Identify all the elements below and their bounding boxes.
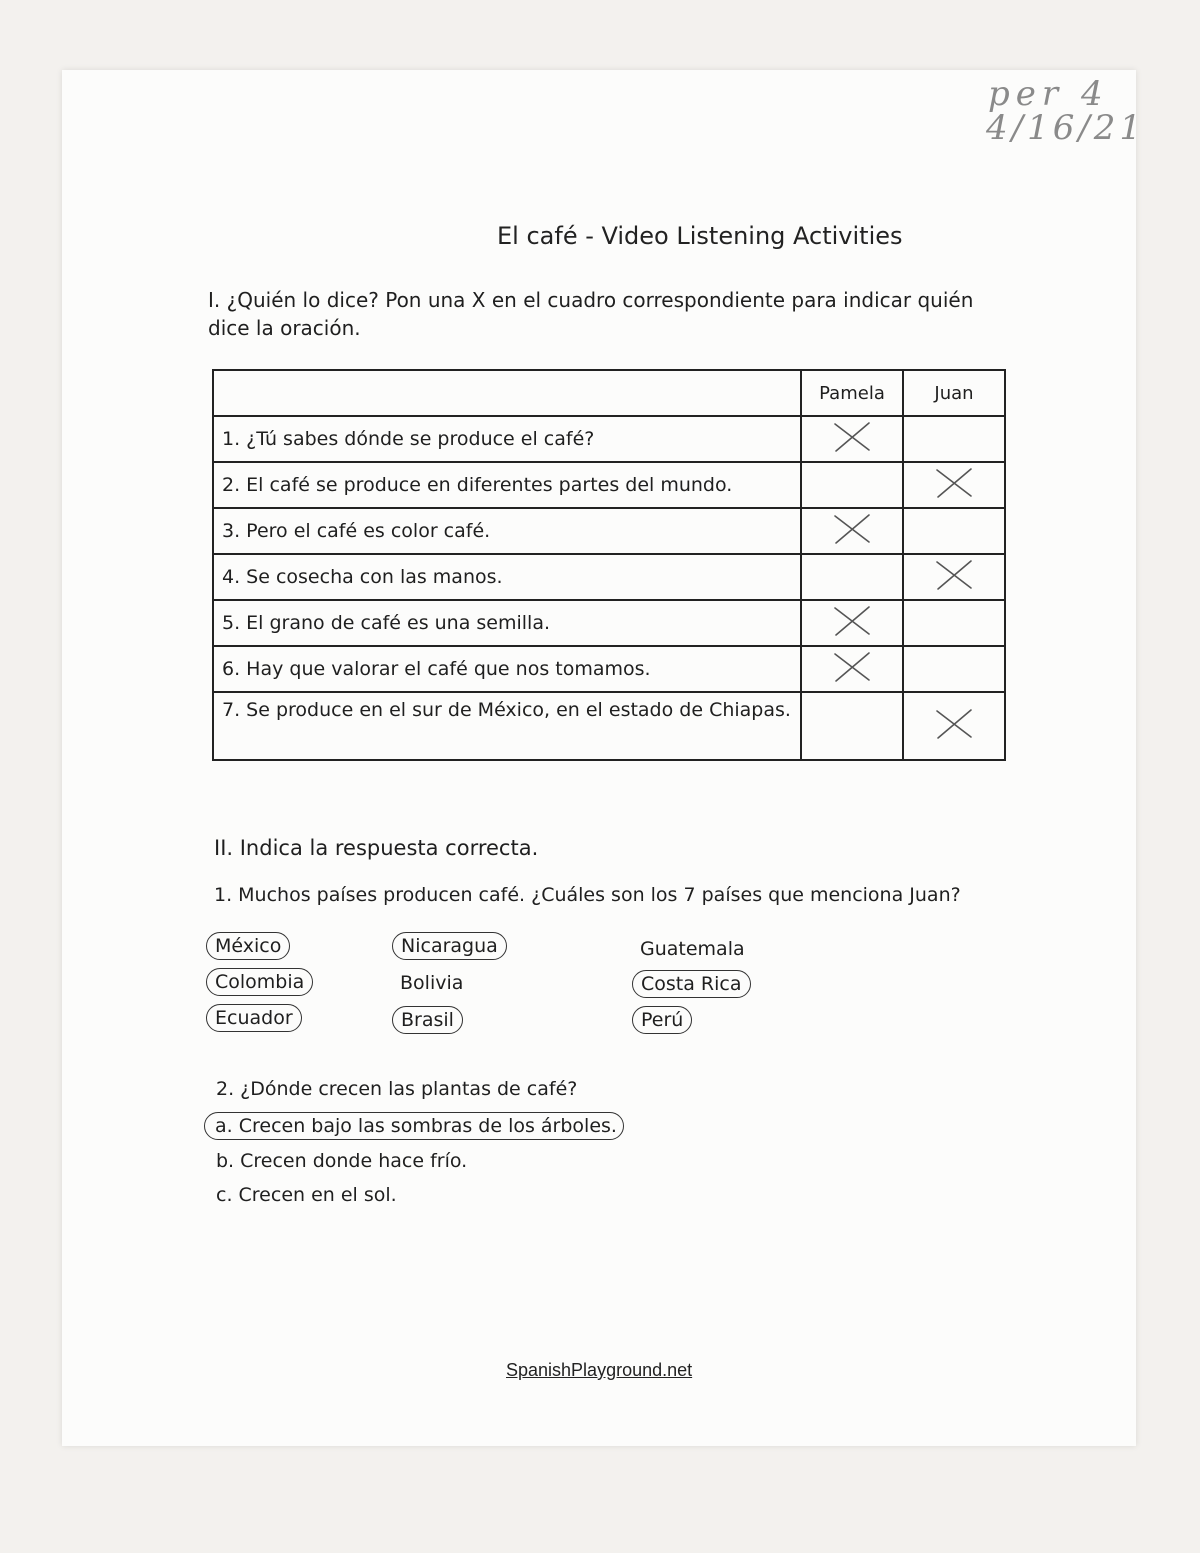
country-option[interactable]: Colombia (206, 968, 313, 996)
country-option[interactable]: Costa Rica (632, 970, 751, 998)
country-option[interactable]: Perú (632, 1006, 692, 1034)
country-option[interactable]: México (206, 932, 290, 960)
pamela-header: Pamela (801, 370, 903, 416)
table-row (213, 646, 1005, 692)
pamela-mark-cell[interactable] (801, 554, 903, 600)
country-option[interactable]: Guatemala (640, 938, 745, 960)
answer-option-b[interactable]: b. Crecen donde hace frío. (216, 1150, 468, 1172)
pamela-mark-cell[interactable] (801, 646, 903, 692)
page-title: El café - Video Listening Activities (497, 222, 903, 250)
table-header-row (213, 370, 1005, 416)
x-mark (829, 604, 875, 638)
who-says-table (212, 369, 1006, 761)
section1-instruction: I. ¿Quién lo dice? Pon una X en el cuadro correspondiente para indicar quién dice la oración. (208, 288, 974, 340)
juan-mark-cell[interactable] (903, 600, 1005, 646)
pamela-mark-cell[interactable] (801, 462, 903, 508)
statement-cell: 5. El grano de café es una semilla. (213, 600, 801, 646)
statement-cell: 6. Hay que valorar el café que nos tomamos. (213, 646, 801, 692)
x-mark (829, 650, 875, 684)
table-row (213, 416, 1005, 462)
statement-cell: 3. Pero el café es color café. (213, 508, 801, 554)
answer-option-c[interactable]: c. Crecen en el sol. (216, 1184, 397, 1206)
pamela-mark-cell[interactable] (801, 416, 903, 462)
pamela-mark-cell[interactable] (801, 508, 903, 554)
question-2: 2. ¿Dónde crecen las plantas de café? (216, 1078, 578, 1100)
section2-heading: II. Indica la respuesta correcta. (214, 836, 539, 860)
juan-mark-cell[interactable] (903, 508, 1005, 554)
juan-mark-cell[interactable] (903, 554, 1005, 600)
table-row (213, 600, 1005, 646)
table-row (213, 462, 1005, 508)
statement-cell: 1. ¿Tú sabes dónde se produce el café? (213, 416, 801, 462)
handwritten-date: 4/16/21 (986, 108, 1146, 148)
answer-option-a[interactable]: a. Crecen bajo las sombras de los árboles. (204, 1112, 624, 1140)
x-mark (829, 420, 875, 454)
juan-header: Juan (903, 370, 1005, 416)
country-option[interactable]: Bolivia (400, 972, 464, 994)
juan-mark-cell[interactable] (903, 646, 1005, 692)
juan-mark-cell[interactable] (903, 462, 1005, 508)
table-row (213, 692, 1005, 760)
table-row (213, 508, 1005, 554)
pamela-mark-cell[interactable] (801, 600, 903, 646)
pamela-mark-cell[interactable] (801, 692, 903, 760)
x-mark (931, 707, 977, 741)
country-option[interactable]: Nicaragua (392, 932, 507, 960)
x-mark (931, 466, 977, 500)
table-row (213, 554, 1005, 600)
statement-cell: 4. Se cosecha con las manos. (213, 554, 801, 600)
statement-header (213, 370, 801, 416)
question-1: 1. Muchos países producen café. ¿Cuáles son los 7 países que menciona Juan? (214, 884, 961, 906)
country-option[interactable]: Ecuador (206, 1004, 302, 1032)
x-mark (931, 558, 977, 592)
juan-mark-cell[interactable] (903, 692, 1005, 760)
handwritten-period: per 4 (988, 74, 1109, 114)
statement-cell: 7. Se produce en el sur de México, en el estado de Chiapas. (213, 692, 801, 760)
site-footer: SpanishPlayground.net (506, 1360, 693, 1380)
statement-cell: 2. El café se produce en diferentes partes del mundo. (213, 462, 801, 508)
juan-mark-cell[interactable] (903, 416, 1005, 462)
x-mark (829, 512, 875, 546)
country-option[interactable]: Brasil (392, 1006, 463, 1034)
